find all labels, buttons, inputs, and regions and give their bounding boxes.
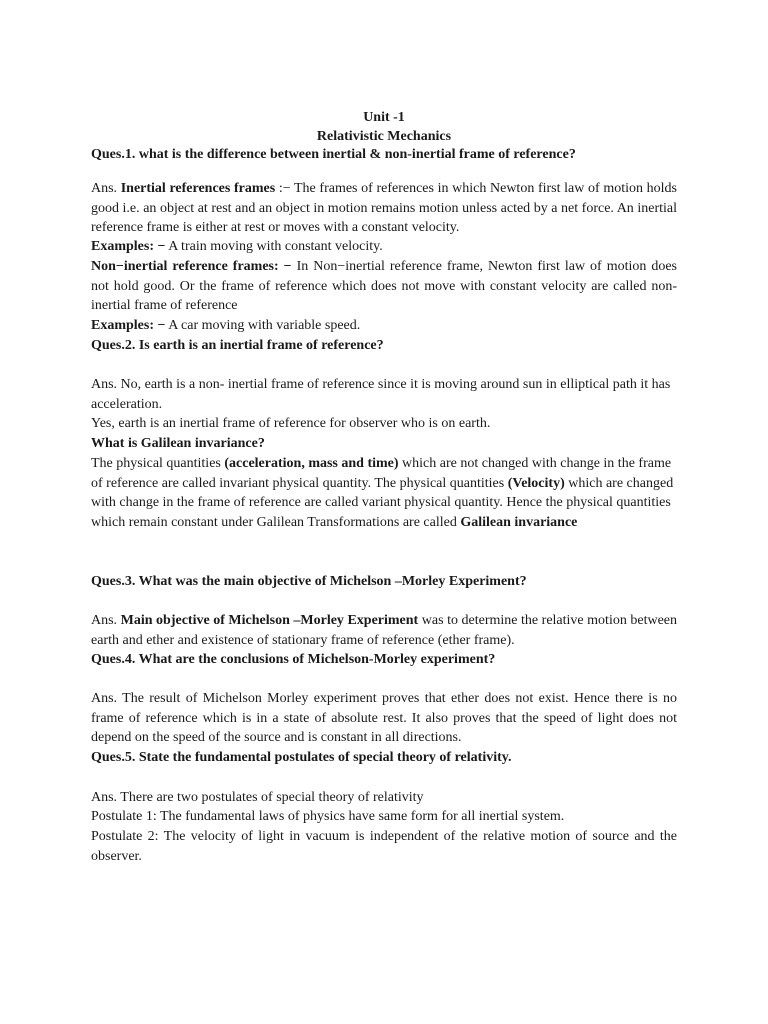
- answer-1-inertial: Ans. Inertial references frames :− The frames of references in which Newton first law of motion holds good i.e. an object at rest and an object in motion remains motion unless acted by a net force. An inertial reference frame is either at rest or moves with a constant velocity.: [91, 181, 677, 236]
- galilean-heading: What is Galilean invariance?: [91, 436, 265, 451]
- examples-label: Examples: −: [91, 239, 166, 254]
- examples-2: Examples: − A car moving with variable speed.: [91, 318, 361, 333]
- unit-title: Unit -1: [363, 110, 405, 125]
- answer-4: Ans. The result of Michelson Morley experiment proves that ether does not exist. Hence there is no frame of reference which is in a state of absolute rest. It also proves that the speed of light does not depend on the speed of the source and is constant in all directions.: [91, 691, 677, 746]
- examples-1: Examples: − A train moving with constant velocity.: [91, 239, 383, 254]
- question-2: Ques.2. Is earth is an inertial frame of reference?: [91, 338, 384, 353]
- question-5: Ques.5. State the fundamental postulates of special theory of relativity.: [91, 750, 512, 765]
- answer-2-observer: Yes, earth is an inertial frame of reference for observer who is on earth.: [91, 416, 491, 431]
- question-4: Ques.4. What are the conclusions of Michelson-Morley experiment?: [91, 652, 496, 667]
- inertial-term: Inertial references frames: [120, 181, 276, 196]
- examples-label: Examples: −: [91, 318, 166, 333]
- answer-5-intro: Ans. There are two postulates of special theory of relativity: [91, 790, 424, 805]
- answer-2: Ans. No, earth is a non- inertial frame of reference since it is moving around sun in elliptical path it has acceleration.: [91, 377, 671, 412]
- postulate-1: Postulate 1: The fundamental laws of physics have same form for all inertial system.: [91, 809, 565, 824]
- question-3: Ques.3. What was the main objective of Michelson –Morley Experiment?: [91, 574, 527, 589]
- answer-1-noninertial: Non−inertial reference frames: − In Non−inertial reference frame, Newton first law of motion does not hold good. Or the frame of reference which does not move with constant velocity are called non-inertial frame of reference: [91, 259, 677, 314]
- answer-3: Ans. Main objective of Michelson –Morley Experiment was to determine the relative motion between earth and ether and existence of stationary frame of reference (ether frame).: [91, 613, 678, 648]
- objective-term: Main objective of Michelson –Morley Experiment: [120, 613, 419, 628]
- question-1: Ques.1. what is the difference between inertial & non-inertial frame of reference?: [91, 147, 576, 162]
- galilean-paragraph: The physical quantities (acceleration, mass and time) which are not changed with change in the frame of reference are called invariant physical quantity. The physical quantities (Velocity) which are changed with change in the frame of reference are called variant physical quantity. Hence the physical quantities which remain constant under Galilean Transformations are called Galilean invariance: [91, 456, 674, 530]
- postulate-2: Postulate 2: The velocity of light in vacuum is independent of the relative motion of source and the observer.: [91, 829, 677, 864]
- subject-title: Relativistic Mechanics: [316, 129, 452, 144]
- noninertial-term: Non−inertial reference frames: −: [91, 259, 292, 274]
